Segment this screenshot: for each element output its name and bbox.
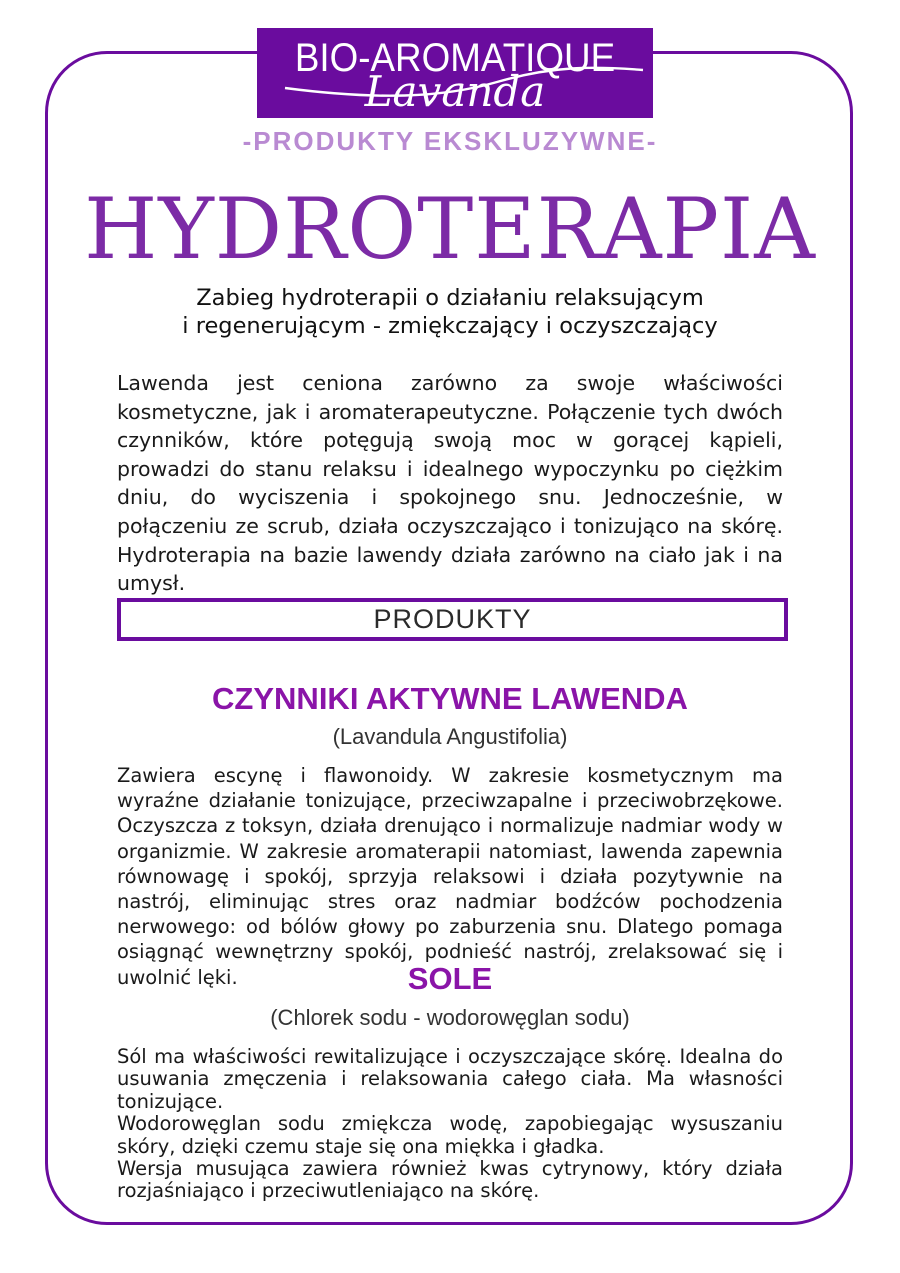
subtitle-line-2: i regenerującym - zmiękczający i oczyszczający (182, 313, 718, 339)
sole-body-line: Wersja musująca zawiera również kwas cytrynowy, który działa rozjaśniająco i przeciwutleniająco na skórę. (117, 1157, 783, 1203)
section-body-czynniki: Zawiera escynę i flawonoidy. W zakresie kosmetycznym ma wyraźne działanie tonizujące, przeciwzapalne i przeciwobrzękowe. Oczyszcza z toksyn, działa drenująco i normalizuje nadmiar wody w organizmie. W zakresie aromaterapii natomiast, lawenda zapewnia równowagę i spokój, sprzyja relaksowi i działa pozytywnie na nastrój, eliminując stres oraz nadmiar bodźców pochodzenia nerwowego: od bólów głowy po zaburzenia snu. Dlatego pomaga osiągnąć wewnętrzny spokój, podnieść nastrój, zrelaksować się i uwolnić lęki. (117, 764, 783, 989)
section-subheading-sole: (Chlorek sodu - wodorowęglan sodu) (270, 1005, 630, 1030)
page-subtitle (0, 284, 900, 340)
products-header-label: PRODUKTY (373, 604, 532, 634)
brand-name: BIO-AROMATIQUE (294, 36, 616, 80)
section-body-sole (117, 1046, 783, 1203)
section-heading-czynniki: CZYNNIKI AKTYWNE LAWENDA (212, 681, 688, 716)
sole-body-line: Sól ma właściwości rewitalizujące i oczyszczające skórę. Idealna do usuwania zmęczenia i relaksowania całego ciała. Ma własności tonizujące. (117, 1045, 783, 1113)
section-subheading-czynniki: (Lavandula Angustifolia) (332, 724, 568, 749)
intro-paragraph: Lawenda jest ceniona zarówno za swoje właściwości kosmetyczne, jak i aromaterapeutyczne. Połączenie tych dwóch czynników, które potęgują swoją moc w gorącej kąpieli, prowadzi do stanu relaksu i idealnego wypoczynku po ciężkim dniu, do wyciszenia i spokojnego snu. Jednocześnie, w połączeniu ze scrub, działa oczyszczająco i tonizująco na skórę. Hydroterapia na bazie lawendy działa zarówno na ciało jak i na umysł. (117, 371, 783, 596)
brand-logo-box (257, 28, 653, 118)
brand-tagline: -PRODUKTY EKSKLUZYWNE- (242, 126, 658, 156)
sole-body-line: Wodorowęglan sodu zmiękcza wodę, zapobiegając wysuszaniu skóry, dzięki czemu staje się ona miękka i gładka. (117, 1112, 783, 1158)
subtitle-line-1: Zabieg hydroterapii o działaniu relaksującym (196, 285, 704, 311)
page-title: HYDROTERAPIA (84, 180, 816, 278)
section-heading-sole: SOLE (407, 961, 493, 996)
brand-script-name: Lavanda (364, 67, 546, 116)
products-header-box (117, 598, 788, 641)
